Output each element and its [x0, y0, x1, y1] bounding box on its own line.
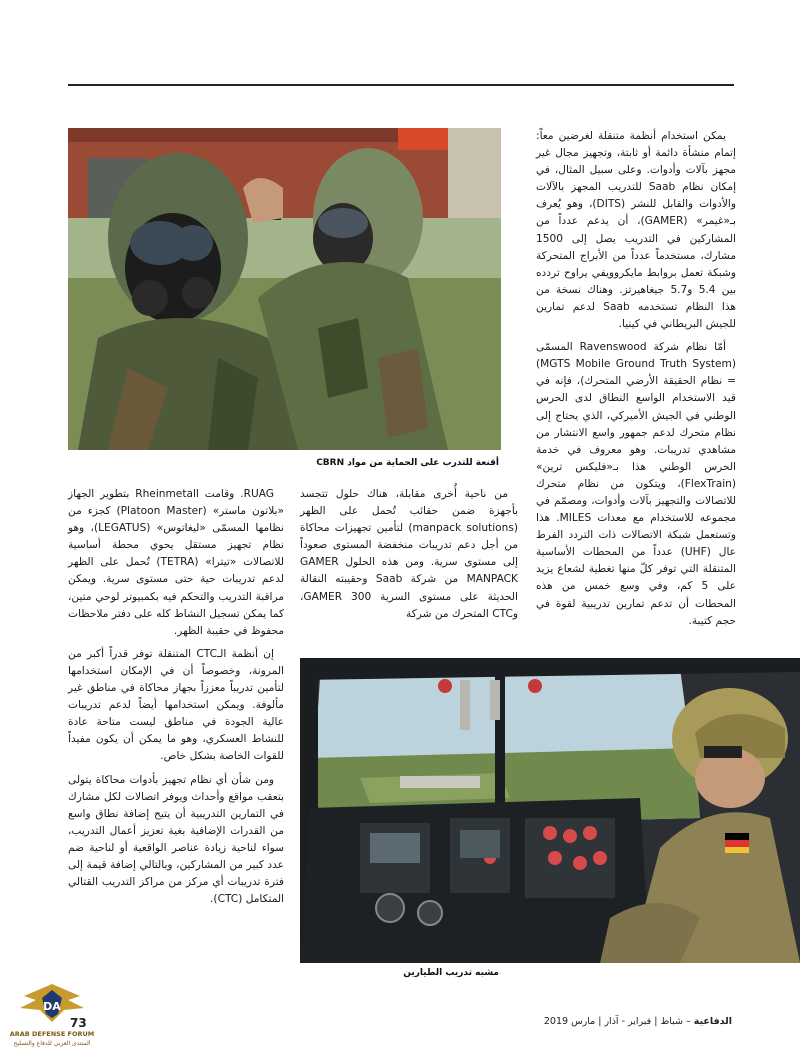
footer-issue — [544, 1016, 732, 1027]
logo-name-english: ARAB DEFENSE FORUM — [9, 1030, 95, 1038]
page-footer — [0, 1008, 800, 1054]
cbrn-mask-illustration — [68, 128, 501, 450]
paragraph: من ناحية أُخرى مقابلة، هناك حلول تتجسد بأجهزة ضمن حقائب تُحمل على الظهر (manpack solutions) لتأمين تجهيزات محاكاة من أجل دعم تدريبات منخفضة المستوى صعوداً إلى مستوى سرية. ومن هذه الحلول GAMER MANPACK من شركة Saab وحقيبته النقالة الحديثة على مستوى السرية GAMER 300، وCTC المتحرك من شركة — [300, 488, 519, 620]
logo-initials: DA — [43, 1000, 61, 1013]
logo-name-arabic: المنتدى العربي للدفاع والتسليح — [13, 1040, 91, 1047]
header-rule — [68, 84, 734, 86]
simulator-photo-caption: مشبه تدريب الطيارين — [403, 968, 499, 978]
page-number: 73 — [70, 1016, 87, 1030]
cbrn-mask-photo — [68, 128, 501, 450]
eagle-emblem-icon — [6, 978, 98, 1030]
paragraph: ومن شأن أي نظام تجهيز بأدوات محاكاة يتولى بتعقب مواقع وأحداث ويوفر اتصالات لكل مشارك في التمارين التدريبية أن يتيح إضافة نطاق واسع من القدرات الإضافية بغية تعزيز أعمال التدريب، سواء لناحية زيادة عناصر الواقعية أو لناحية ضم عدد كبير من المشاركين، وبالتالي إضافة قيمة إلى فترة تدريبات أي مركز من مراكز التدريب القتالي المتكامل (CTC). — [68, 773, 284, 906]
article-column-middle — [300, 486, 518, 629]
issue-date: – شباط | فبراير - آذار | مارس 2019 — [543, 1016, 691, 1027]
paragraph: RUAG. وقامت Rheinmetall بتطوير الجهاز «بلاتون ماستر» (Platoon Master) كجزء من نظامها المسمّى «ليغاتوس» (LEGATUS)، وهو نظام تجهيز مستقل يحوي محطة أساسية للاتصالات «تيترا» (TETRA) تُحمل على الظهر لدعم تدريبات حية حتى مستوى سرية. ويمكن مراقبة التدريب والتحكم فيه بكمبيوتر لوحي متين، كما يمكن تسجيل النشاط كله على دفتر ملاحظات محفوظ في حقيبة الظهر. — [68, 488, 285, 637]
paragraph: إن أنظمة الـCTC المتنقلة توفر قدراً أكبر من المرونة، وخصوصاً أن في الإمكان استخدامها لتأمين تدريباً معززاً بجهاز محاكاة في مناطق غير مألوفة. ويمكن استخدامها أيضاً لدعم تدريبات عالية الجودة في مناطق ليست متاحة عادة للنشاط العسكري، وهو ما يمكن أن يكون مفيداً للقوات الخاصة بشكل خاص. — [68, 647, 284, 763]
paragraph: يمكن استخدام أنظمة متنقلة لغرضين معاً: إتمام منشأة دائمة أو ثابتة، وتجهيز مجال غير مجهز بآلات وأدوات. وعلى سبيل المثال، في إمكان نظام Saab للتدريب المجهز بالآلات والأدوات والقابل للنشر (DITS)، وهو يُعرف بـ«غيمر» (GAMER)، أن يدعم عدداً من المشاركين في التدريب يصل إلى 1500 مشارك، مستخدماً عدداً من الأبراج المتحركة وشبكة تعمل بروابط مايكروويفي يراوح تردده بين 5.4 و5.7 جيغاهيرتز. وهناك نسخة من هذا النظام تستخدمه Saab لدعم تمارين للجيش البريطاني في كينيا. — [536, 130, 737, 331]
simulator-illustration — [300, 658, 800, 963]
paragraph: أمّا نظام شركة Ravenswood المسمّى (MGTS Mobile Ground Truth System) = نظام الحقيقة الأرضي المتحرك)، فإنه في قيد الاستخدام الواسع النطاق لدى الحرس الوطني في الجيش الأميركي، الذي يحتاج إلى نظام متحرك لدعم جمهور واسع الانتشار من مشاهدي تدريبات. وهو معروف في خدمة الحرس الوطني هذا بـ«فليكس ترين» (FlexTrain)، ويتكون من نظام متحرك للاتصالات والتجهيز بآلات وأدوات، ومصمّم في مجموعه للاستخدام مع معدات MILES. هذا وتستعمل شبكة الاتصالات ذات التردد الفرط عال (UHF) عدداً من المحطات الأساسية المتنقلة التي توفر كلّ منها تغطية لشعاع يزيد على 5 كم، وفي وسع خمس من هذه المحطات أن تدعم تمارين تدريبية لقوة في حجم كتيبة. — [536, 341, 736, 627]
article-column-left — [68, 486, 284, 914]
cbrn-photo-caption: أقنعة للتدرب على الحماية من مواد CBRN — [316, 458, 499, 468]
magazine-name: الدفاعية — [693, 1016, 732, 1027]
helicopter-simulator-photo — [300, 658, 800, 963]
article-column-right — [536, 128, 736, 636]
